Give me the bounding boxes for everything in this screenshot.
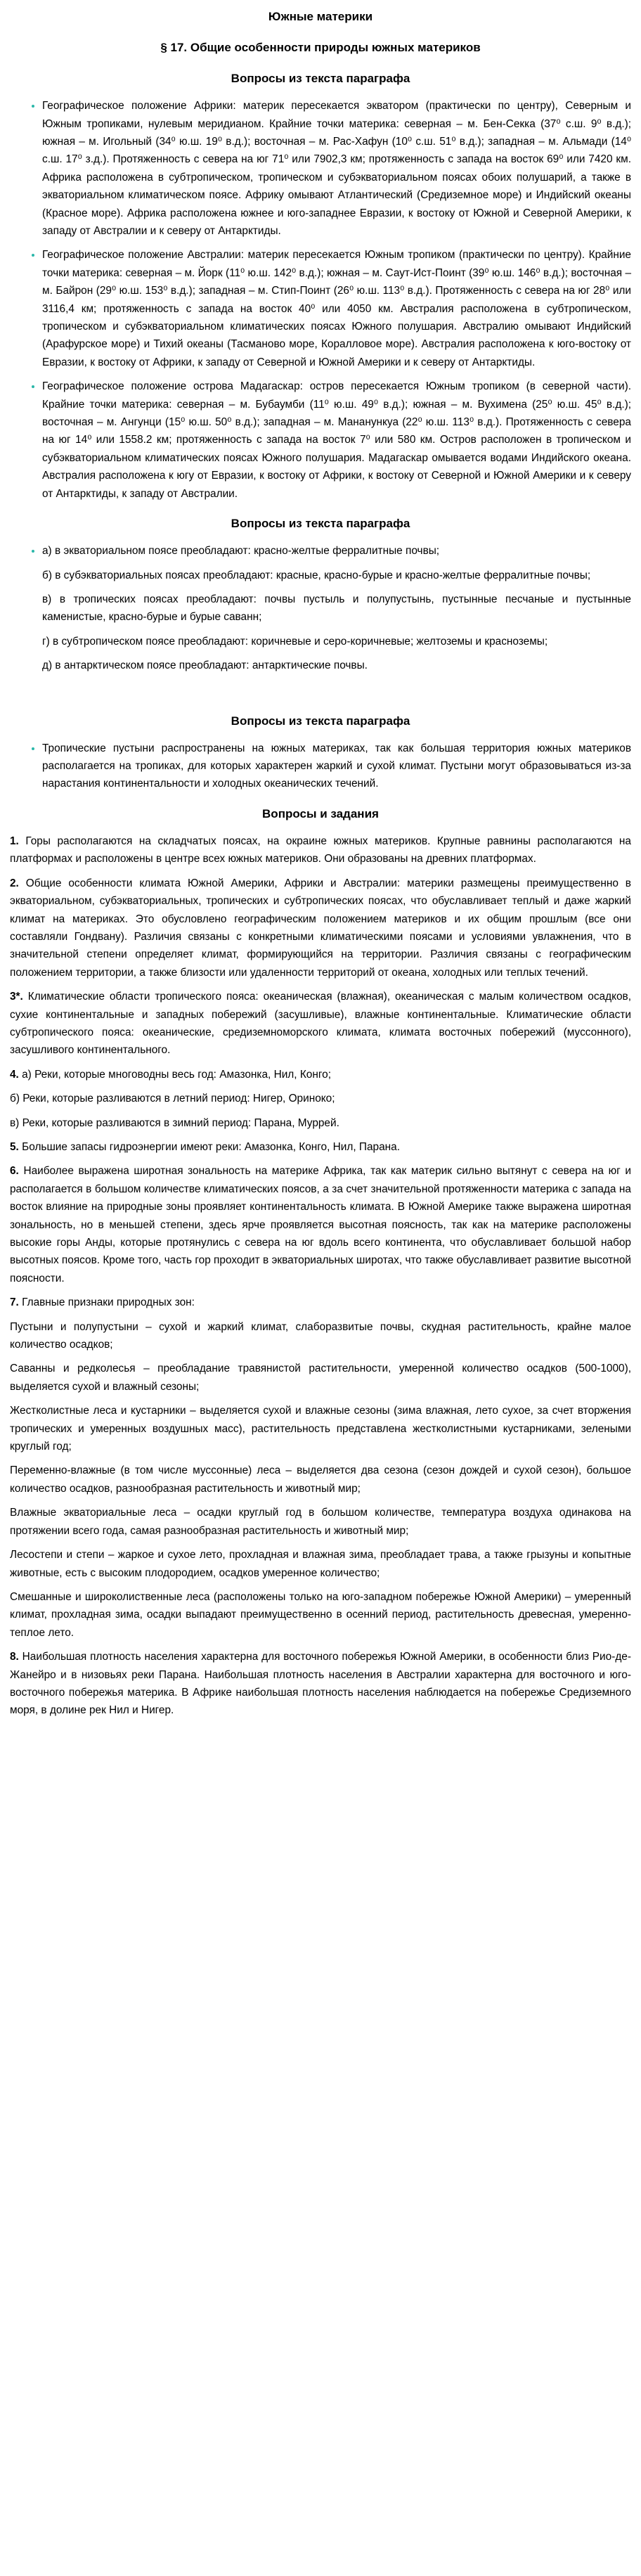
- answer-paragraph: Смешанные и широколиственные леса (расположены только на юго-западном побережье Южной Америки) – умеренный климат, прохладная зима, осадки выпадают преимущественно в осенний период, растительность древесная, умеренно-теплое лето.: [10, 1590, 631, 1639]
- list-item: • Географическое положение Африки: материк пересекается экватором (практически по центру), Северным и Южным тропиками, нулевым меридианом. Крайние точки материка: северная – м. Бен-Секка (37⁰ с.ш. 9⁰ в.д.); южная – м. Игольный (34⁰ ю.ш. 19⁰ в.д.); восточная – м. Рас-Хафун (10⁰ с.ш. 51⁰ в.д.); западная – м. Альмади (14⁰ с.ш. 17⁰ з.д.). Протяженность с севера на юг 71⁰ или 7902,3 км; протяженность с запада на восток 69⁰ или 7420 км. Африка расположена в субтропическом, тропическом и субэкваториальном поясах обоих полушарий, а также в экваториальном климатическом поясе. Африку омывают Атлантический (Средиземное море) и Индийский океаны (Красное море). Африка расположена южнее и юго-западнее Евразии, к востоку от Южной и Северной Америки, к западу от Австралии и к северу от Антарктиды.: [42, 97, 631, 240]
- list-item: • а) в экваториальном поясе преобладают: красно-желтые ферралитные почвы; б) в субэкваториальных поясах преобладают: красные, красно-бурые и красно-желтые ферралитные почвы; в) в тропических поясах преобладают: почвы пустыль и полупустынь, пустынные песчаные и пустынные каменистые, красно-бурые и бурые саванн; г) в субтропическом поясе преобладают: коричневые и серо-коричневые; желтоземы и красноземы; д) в антарктическом поясе преобладают: антарктические почвы.: [42, 542, 631, 674]
- answer-paragraph: Саванны и редколесья – преобладание травянистой растительности, умеренной количество осадков (500-1000), выделяется сухой и влажный сезоны;: [10, 1363, 631, 1393]
- section-3-heading: Вопросы из текста параграфа: [231, 714, 410, 728]
- answer-paragraph: 4. а) Реки, которые многоводны весь год: Амазонка, Нил, Конго;: [10, 1068, 331, 1081]
- section-3-list: [10, 740, 631, 793]
- section-1-list: [10, 97, 631, 503]
- list-item: • Географическое положение острова Мадагаскар: остров пересекается Южным тропиком (в северной части). Крайние точки материка: северная – м. Бубаумби (11⁰ ю.ш. 49⁰ в.д.); южная – м. Вухимена (25⁰ ю.ш. 45⁰ в.д.); восточная – м. Ангунци (15⁰ ю.ш. 50⁰ в.д.); западная – м. Мананункуа (22⁰ ю.ш. 113⁰ в.д.). Протяженность с севера на юг 14⁰ или 1558.2 км; протяженность с запада на восток 7⁰ или 580 км. Остров расположен в тропическом и субэкваториальном климатических поясах Южного полушария. Мадагаскар омывается водами Индийского океана. Австралия расположена к югу от Евразии, к востоку от Африки, к востоку от Северной и Южной Америки и к северу от Антарктиды, к западу от Австралии.: [42, 378, 631, 503]
- answer-paragraph: в) Реки, которые разливаются в зимний период: Парана, Муррей.: [10, 1116, 339, 1129]
- answer-paragraph: 7. Главные признаки природных зон:: [10, 1296, 195, 1309]
- section-1-heading: Вопросы из текста параграфа: [231, 72, 410, 86]
- answer-paragraph: Переменно-влажные (в том числе муссонные) леса – выделяется два сезона (сезон дождей и сухой сезон), большое количество осадков, разнообразная растительность и животный мир;: [10, 1464, 631, 1495]
- answer-paragraph: Лесостепи и степи – жаркое и сухое лето, прохладная и влажная зима, преобладает трава, а также грызуны и копытные животные, есть с высоким плодородием, осадков умеренное количество;: [10, 1549, 631, 1579]
- answer-paragraph: Влажные экваториальные леса – осадки круглый год в большом количестве, температура воздуха одинакова на протяжении всего года, самая разнообразная растительность и животный мир;: [10, 1507, 631, 1537]
- answer-paragraph: б) Реки, которые разливаются в летний период: Нигер, Ориноко;: [10, 1093, 335, 1105]
- answer-paragraph: Пустыни и полупустыни – сухой и жаркий климат, слаборазвитые почвы, скудная растительность, крайне малое количество осадков;: [10, 1320, 631, 1351]
- list-item: • Географическое положение Австралии: материк пересекается Южным тропиком (практически по центру). Крайние точки материка: северная – м. Йорк (11⁰ ю.ш. 142⁰ в.д.); южная – м. Саут-Ист-Поинт (39⁰ ю.ш. 146⁰ в.д.); восточная – м. Байрон (29⁰ ю.ш. 153⁰ в.д.); западная – м. Стип-Поинт (26⁰ ю.ш. 113⁰ в.д.). Протяженность с севера на юг 28⁰ или 3116,4 км; протяженность с запада на восток 40⁰ или 4050 км. Австралия расположена в субтропическом, тропическом и субэкваториальном климатических поясах Южного полушария. Австралию омывают Индийский (Арафурское море) и Тихий океаны (Тасманово море, Коралловое море). Австралия расположена к юго-востоку от Евразии, к востоку от Африки, к западу от Северной и Южной Америки и к северу от Антарктиды.: [42, 246, 631, 371]
- section-2-list: [10, 542, 631, 674]
- list-item: • Тропические пустыни распространены на южных материках, так как большая территория южных материков располагается на тропиках, для которых характерен жаркий и сухой климат. Пустыни могут образовываться из-за нарастания континентальности и холодных океанических течений.: [42, 740, 631, 793]
- answer-paragraph: 1. Горы располагаются на складчатых поясах, на окраине южных материков. Крупные равнины располагаются на платформах и расположены в центре всех южных материков. Они образованы на древних платформах.: [10, 835, 631, 865]
- answer-paragraph: 3*. Климатические области тропического пояса: океаническая (влажная), океаническая с малым количеством осадков, сухие континентальные и западных побережий (засушливые), влажные континентальные. Климатические области субтропического пояса: океанические, средиземноморского климата, климата восточных побережий (муссонного), засушливого континентального.: [10, 991, 631, 1057]
- answer-paragraph: 6. Наиболее выражена широтная зональность на материке Африка, так как материк сильно вытянут с севера на юг и располагается в большом количестве климатических поясов, а за счет значительной протяженности материка с запада на восток влияние на природные зоны проявляет континентальность климата. В Южной Америке также выражена широтная зональность, но в меньшей степени, здесь ярче проявляется высотная поясность, так как на материке расположены высокие горы Анды, которые протянулись с севера на юг вдоль всего континента, что обуславливает большой набор высотных поясов. Кроме того, часть гор проходит в экваториальных широтах, что также обуславливает развитие высотной поясности.: [10, 1165, 631, 1284]
- answer-paragraph: Жестколистные леса и кустарники – выделяется сухой и влажные сезоны (зима влажная, лето сухое, за счет вторжения тропических и умеренных воздушных масс), растительность представлена жестколистными кустарниками, зелеными круглый год;: [10, 1405, 631, 1453]
- answer-paragraph: 2. Общие особенности климата Южной Америки, Африки и Австралии: материки размещены преимущественно в экваториальном, субэкваториальных, тропических и субтропических поясах, что обуславливает теплый и даже жаркий климат на материках. Это обусловлено географическим положением материков и их общим прошлым (все они составляли Гондвану). Различия связаны с конкретными климатическими поясами и условиями увлажнения, что в значительной степени определяет климат, формирующийся на территории. Различия связаны с географическим положением территории, а также близости или удаленности территорий от океана, холодных или теплых течений.: [10, 877, 631, 979]
- answer-paragraph: 8. Наибольшая плотность населения характерна для восточного побережья Южной Америки, в особенности близ Рио-де-Жанейро и в низовьях реки Парана. Наибольшая плотность населения в Австралии характерна для восточного и юго-восточного побережья материка. В Африке наибольшая плотность населения наблюдается на побережье Средиземного моря, в долине рек Нил и Нигер.: [10, 1651, 631, 1717]
- section-4-heading: Вопросы и задания: [262, 806, 379, 820]
- section-2-heading: Вопросы из текста параграфа: [231, 517, 410, 531]
- answers: [10, 832, 631, 1720]
- page-header-title: Южные материки: [268, 10, 373, 23]
- paragraph-title: § 17. Общие особенности природы южных материков: [160, 41, 481, 55]
- answer-paragraph: 5. Большие запасы гидроэнергии имеют реки: Амазонка, Конго, Нил, Парана.: [10, 1140, 400, 1153]
